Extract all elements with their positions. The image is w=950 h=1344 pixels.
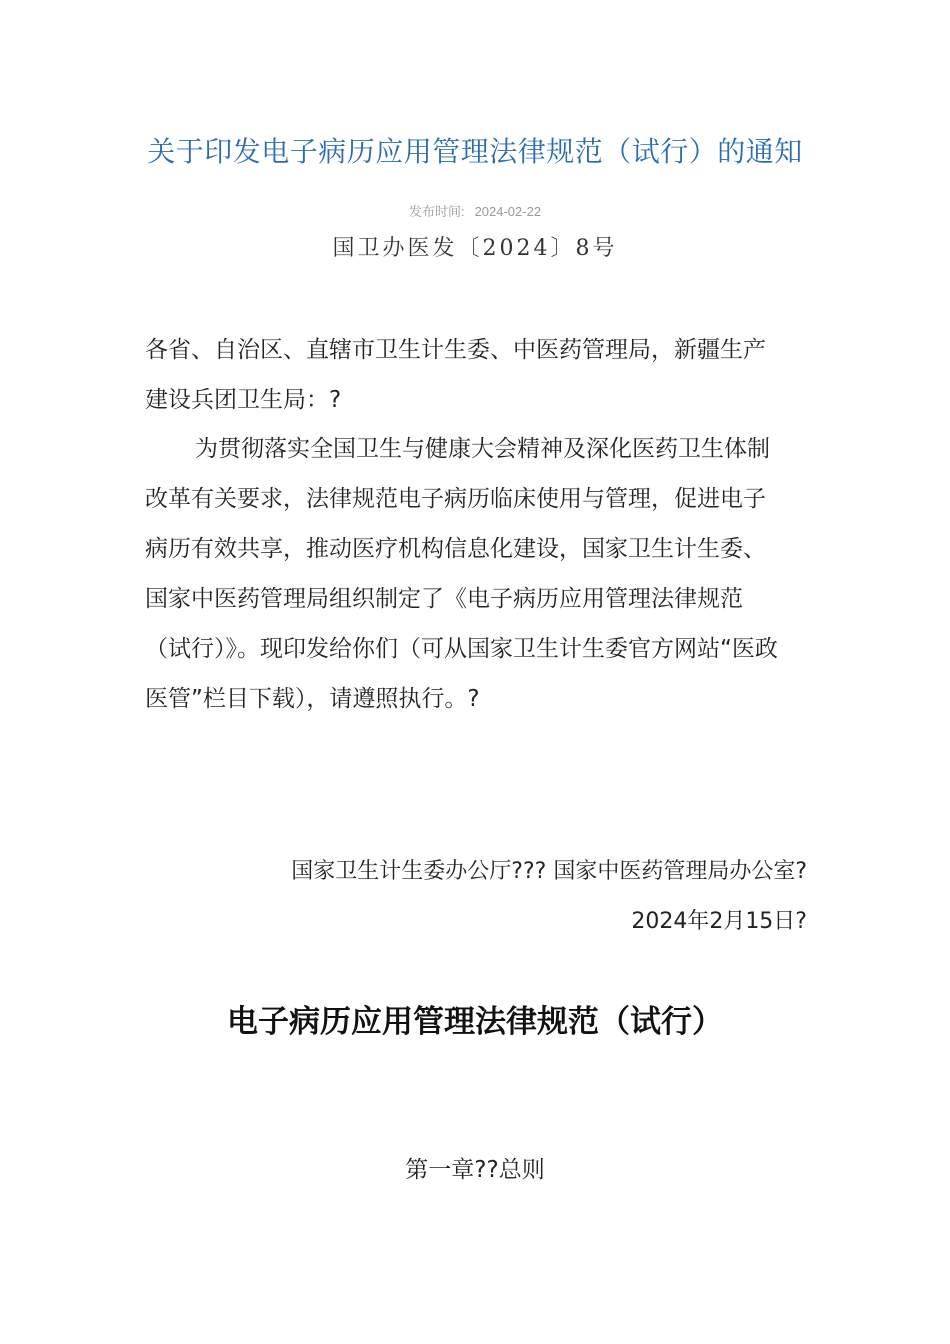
publish-label: 发布时间:	[408, 204, 465, 219]
document-number: 国卫办医发〔2024〕8号	[332, 236, 618, 261]
issue-date: 2024年2月15日?	[631, 909, 807, 934]
chapter-heading: 第一章??总则	[405, 1157, 545, 1183]
signature-block	[291, 847, 807, 947]
addressee: 各省、自治区、直辖市卫生计生委、中医药管理局，新疆生产建设兵团卫生局：?	[145, 337, 766, 413]
publish-date: 2024-02-22	[474, 204, 542, 219]
issuing-offices: 国家卫生计生委办公厅??? 国家中医药管理局办公室?	[291, 859, 807, 884]
publish-info	[0, 203, 950, 221]
notice-title: 关于印发电子病历应用管理法律规范（试行）的通知	[147, 135, 803, 168]
notice-paragraph: 为贯彻落实全国卫生与健康大会精神及深化医药卫生体制改革有关要求，法律规范电子病历临床使用与管理，促进电子病历有效共享，推动医疗机构信息化建设，国家卫生计生委、国家中医药管理局组织制定了《电子病历应用管理法律规范（试行）》。现印发给你们（可从国家卫生计生委官方网站“医政医管”栏目下载），请遵照执行。?	[145, 436, 778, 712]
regulation-title: 电子病历应用管理法律规范（试行）	[227, 1004, 723, 1040]
